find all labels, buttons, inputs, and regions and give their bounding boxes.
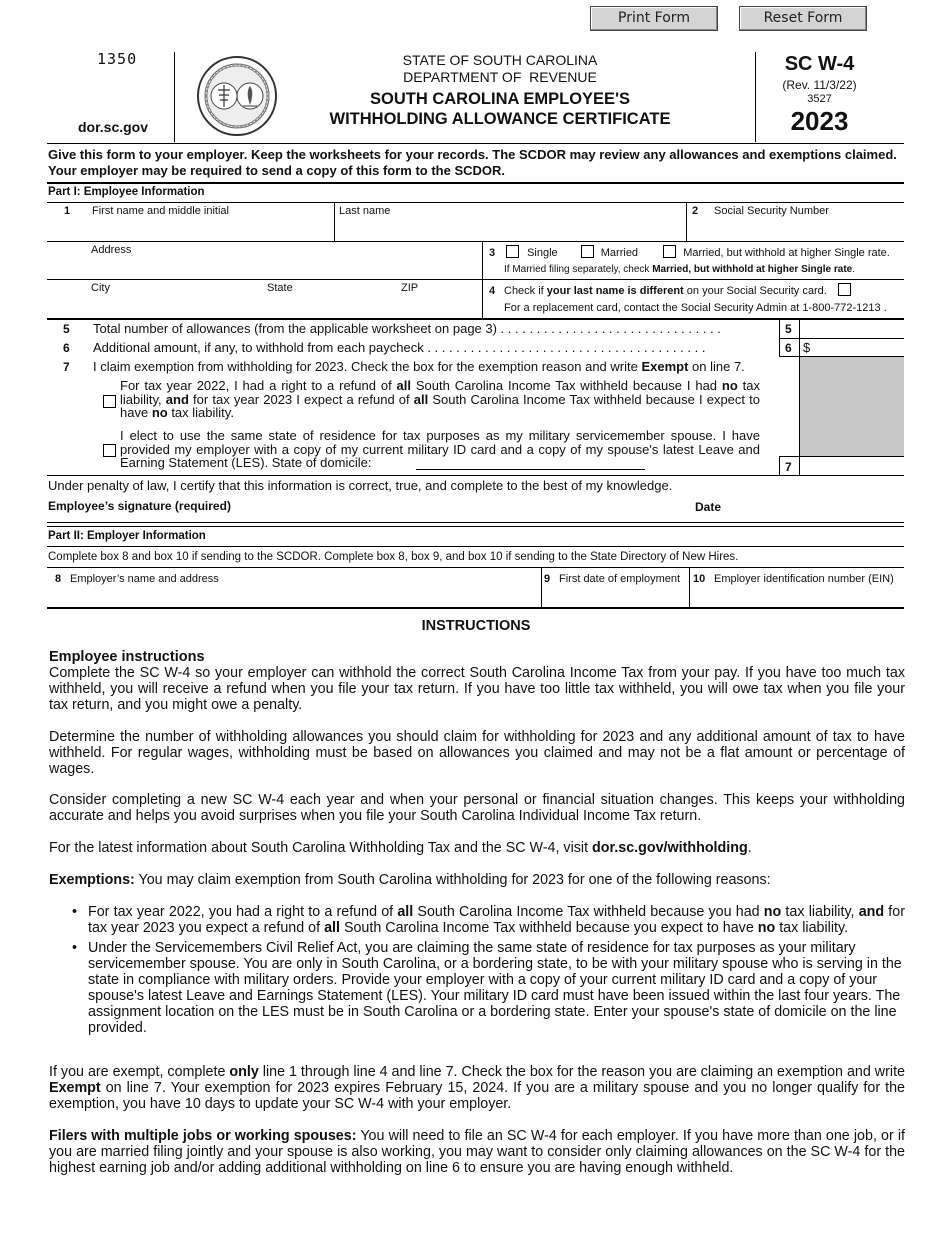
part2-note: Complete box 8 and box 10 if sending to the SCDOR. Complete box 8, box 9, and box 10 if sending to the State Directory of New Hires.: [48, 551, 739, 563]
exemption1-checkbox[interactable]: [103, 395, 116, 408]
instructions-paragraph-2: Determine the number of withholding allowances you should claim for withholding for 2023 and any additional amount of tax to have withheld. For regular wages, withholding must be based on allowances you claimed and may not be a flat amount or percentage of wages.: [49, 729, 905, 777]
married-label: Married: [600, 247, 639, 259]
box8-label: Employer’s name and address: [70, 573, 219, 585]
exemption-reason-1: • For tax year 2022, you had a right to a refund of all South Carolina Income Tax withheld because you had no tax liability, and for tax year 2023 you expect a refund of all South Carolina Income Tax withheld because you expect to have no tax liability.: [88, 904, 905, 936]
address-field[interactable]: [48, 242, 481, 279]
married-note-post: .: [852, 264, 856, 275]
employer-name-field[interactable]: [48, 568, 540, 607]
domicile-line: [416, 469, 645, 470]
line4-bold: your last name is different: [546, 285, 684, 297]
form-code: 1350: [97, 50, 138, 68]
date-field[interactable]: [740, 512, 900, 521]
instructions-paragraph-5: If you are exempt, complete only line 1 through line 4 and line 7. Check the box for the reason you are claiming an exemption and write Exempt on line 7. Your exemption for 2023 expires February 15, 2024. If you are a military spouse and you no longer qualify for the exemption, you have 10 days to update your SC W-4 with your employer.: [49, 1064, 905, 1112]
withholding-link[interactable]: dor.sc.gov/withholding: [592, 840, 748, 856]
instructions-heading: INSTRUCTIONS: [421, 618, 531, 634]
line1-number: 1: [64, 205, 71, 217]
part2-bottom-rule: [47, 607, 904, 609]
line7-input[interactable]: [801, 457, 904, 475]
instructions-paragraph-1: Complete the SC W-4 so your employer can withhold the correct South Carolina Income Tax from your pay. If you have too much tax withheld, you will receive a refund when you file your tax return. If you have too little tax withheld, you will owe tax when you file your tax return, and you might owe a penalty.: [49, 665, 905, 713]
p4-pre: For the latest information about South Carolina Withholding Tax and the SC W-4, visit: [49, 840, 593, 856]
exemption-reason-2: • Under the Servicemembers Civil Relief Act, you are claiming the same state of residence for tax purposes as your military servicemember spouse. You are only in South Carolina, or a bordering state, to be with your military spouse who is serving in the state in compliance with military orders. Provide your employer with a copy of your current military ID card and a copy of your spouse's latest Leave and Earnings Statement (LES). Your military ID card must have been issued within the last four years. The assignment location on the LES must be in South Carolina or a bordering state. Enter your spouse's state of domicile on the line provided.: [88, 940, 905, 1036]
website: dor.sc.gov: [78, 119, 149, 135]
row3-rule: [47, 318, 904, 320]
row2-divider: [482, 242, 483, 319]
agency-block: [300, 52, 700, 129]
exemptions-text: You may claim exemption from South Carolina withholding for 2023 for one of the following reasons:: [134, 872, 771, 888]
ein-field[interactable]: [690, 568, 904, 607]
exemptions-paragraph: [49, 872, 905, 888]
p4-post: .: [747, 840, 752, 856]
print-form-button[interactable]: Print Form: [590, 6, 718, 31]
line7-pre: I claim exemption from withholding for 2023. Check the box for the exemption reason and write: [93, 359, 642, 374]
state-seal-icon: [196, 55, 278, 137]
domicile-input[interactable]: [416, 455, 645, 469]
instructions-paragraph-6: [49, 1128, 905, 1176]
line7-text: [93, 359, 745, 374]
line6-text: Additional amount, if any, to withhold from each paycheck . . . . . . . . . . . . . . . . . . . . . . . . . . . . . . . . . . . . . . .: [93, 340, 706, 355]
form-title-line1: SOUTH CAROLINA EMPLOYEE'S: [370, 90, 630, 108]
city-label: City: [91, 282, 110, 294]
department-name: DEPARTMENT OF REVENUE: [403, 69, 597, 85]
instructions-paragraph-3: Consider completing a new SC W-4 each year and when your personal or financial situation changes. This keeps your withholding accurate and helps you avoid surprises when you file your South Carolina Individual Income Tax return.: [49, 792, 905, 824]
last-name-field[interactable]: [335, 203, 685, 241]
line5-number: 5: [63, 322, 70, 336]
header-rule: [47, 143, 904, 144]
multiple-jobs-text: You will need to file an SC W-4 for each employer. If you have more than one job, or if you are married filing jointly and your spouse is also working, you may want to consider only claiming allowances on the SC W-4 for the highest earning job and/or adding additional withholding on line 6 to ensure you are having enough withheld.: [49, 1128, 905, 1176]
line7-bold: Exempt: [641, 359, 689, 374]
city-state-zip-field[interactable]: [48, 280, 481, 318]
employee-instructions-heading: Employee instructions: [49, 649, 205, 665]
part2-title: Part II: Employer Information: [48, 530, 206, 542]
box8-number: 8: [55, 573, 62, 585]
form-number: 3527: [807, 93, 832, 105]
last-name-label: Last name: [339, 205, 391, 217]
ssn-label: Social Security Number: [714, 205, 829, 217]
line6-input[interactable]: [813, 339, 904, 356]
line7-number: 7: [63, 360, 70, 374]
married-higher-label: Married, but withhold at higher Single rate.: [683, 247, 890, 259]
part1-title: Part I: Employee Information: [48, 186, 205, 198]
date-label: Date: [695, 500, 722, 514]
line5-box-number: 5: [785, 322, 792, 336]
line4-pre: Check if: [504, 285, 547, 297]
filing-status-row: [506, 245, 890, 259]
header-divider-left: [174, 52, 175, 142]
signature-rule-1: [47, 522, 904, 523]
married-note-pre: If Married filing separately, check: [504, 264, 653, 275]
box9-label: First date of employment: [559, 573, 681, 585]
instructions-paragraph-4: [49, 840, 905, 856]
box-rule-5: [779, 338, 904, 339]
line6-number: 6: [63, 341, 70, 355]
line3-number: 3: [489, 247, 496, 259]
exemption1-text: For tax year 2022, I had a right to a refund of all South Carolina Income Tax withheld because I had no tax liability, and for tax year 2023 I expect a refund of all South Carolina Income Tax withheld because I expect to have no tax liability.: [120, 378, 760, 420]
signature-label: Employee’s signature (required): [48, 499, 231, 513]
form-name: SC W-4: [784, 53, 855, 75]
exemption2-text: I elect to use the same state of residence for tax purposes as my military servicemember spouse. I have provided my employer with a copy of my current military ID card and a copy of my spouse's latest Leave and Earning Statement (LES). State of domicile:: [120, 428, 760, 470]
line4-post: on your Social Security card.: [683, 285, 827, 297]
line4-note: For a replacement card, contact the Social Security Admin at 1-800-772-1213 .: [504, 302, 887, 314]
intro-text: Give this form to your employer. Keep the worksheets for your records. The SCDOR may review any allowances and exemptions claimed. Your employer may be required to send a copy of this form to the SCDOR.: [48, 147, 897, 178]
signature-rule-2: [47, 526, 904, 527]
line4-number: 4: [489, 285, 496, 297]
line6-box-number: 6: [785, 341, 792, 355]
box10-label: Employer identification number (EIN): [714, 573, 894, 585]
form-title-line2: WITHHOLDING ALLOWANCE CERTIFICATE: [329, 110, 671, 128]
married-checkbox[interactable]: [581, 245, 594, 258]
zip-label: ZIP: [401, 282, 419, 294]
part2-rule: [47, 546, 904, 547]
certification-text: Under penalty of law, I certify that this information is correct, true, and complete to the best of my knowledge.: [48, 478, 673, 493]
exemption-reasons-list: [88, 904, 905, 1040]
line5-input[interactable]: [801, 319, 904, 339]
name-different-checkbox[interactable]: [838, 283, 851, 296]
form-id-block: [757, 52, 882, 136]
multiple-jobs-heading: Filers with multiple jobs or working spouses:: [49, 1128, 357, 1144]
single-checkbox[interactable]: [506, 245, 519, 258]
line5-text: Total number of allowances (from the applicable worksheet on page 3) . . . . . . . . . . . . . . . . . . . . . . . . . . . . . . .: [93, 321, 721, 336]
line2-number: 2: [692, 205, 699, 217]
line6-dollar: $: [803, 340, 811, 355]
box9-number: 9: [544, 573, 551, 585]
header-divider-right: [755, 52, 756, 142]
line7-box-number: 7: [785, 460, 792, 474]
first-name-field[interactable]: [48, 203, 333, 241]
address-label: Address: [91, 244, 132, 256]
state-label: State: [267, 282, 293, 294]
intro-rule: [47, 182, 904, 184]
first-name-label: First name and middle initial: [92, 205, 229, 217]
form-revision: (Rev. 11/3/22): [782, 78, 857, 92]
line4-text: [504, 283, 851, 297]
married-note: [504, 264, 855, 275]
line7-rule: [47, 475, 904, 476]
first-date-field[interactable]: [542, 568, 688, 607]
single-label: Single: [527, 247, 558, 259]
ssn-field[interactable]: [687, 203, 904, 241]
shaded-area: [800, 357, 904, 456]
married-note-bold: Married, but withhold at higher Single rate: [652, 264, 853, 275]
line7-post: on line 7.: [688, 359, 745, 374]
exemption2-checkbox[interactable]: [103, 444, 116, 457]
exemptions-heading: Exemptions:: [49, 872, 135, 888]
state-name: STATE OF SOUTH CAROLINA: [402, 52, 598, 68]
signature-field[interactable]: [48, 512, 678, 521]
reset-form-button[interactable]: Reset Form: [739, 6, 867, 31]
form-year: 2023: [790, 106, 849, 136]
married-higher-checkbox[interactable]: [663, 245, 676, 258]
box-left-border-c: [779, 456, 780, 475]
box10-number: 10: [693, 573, 706, 585]
